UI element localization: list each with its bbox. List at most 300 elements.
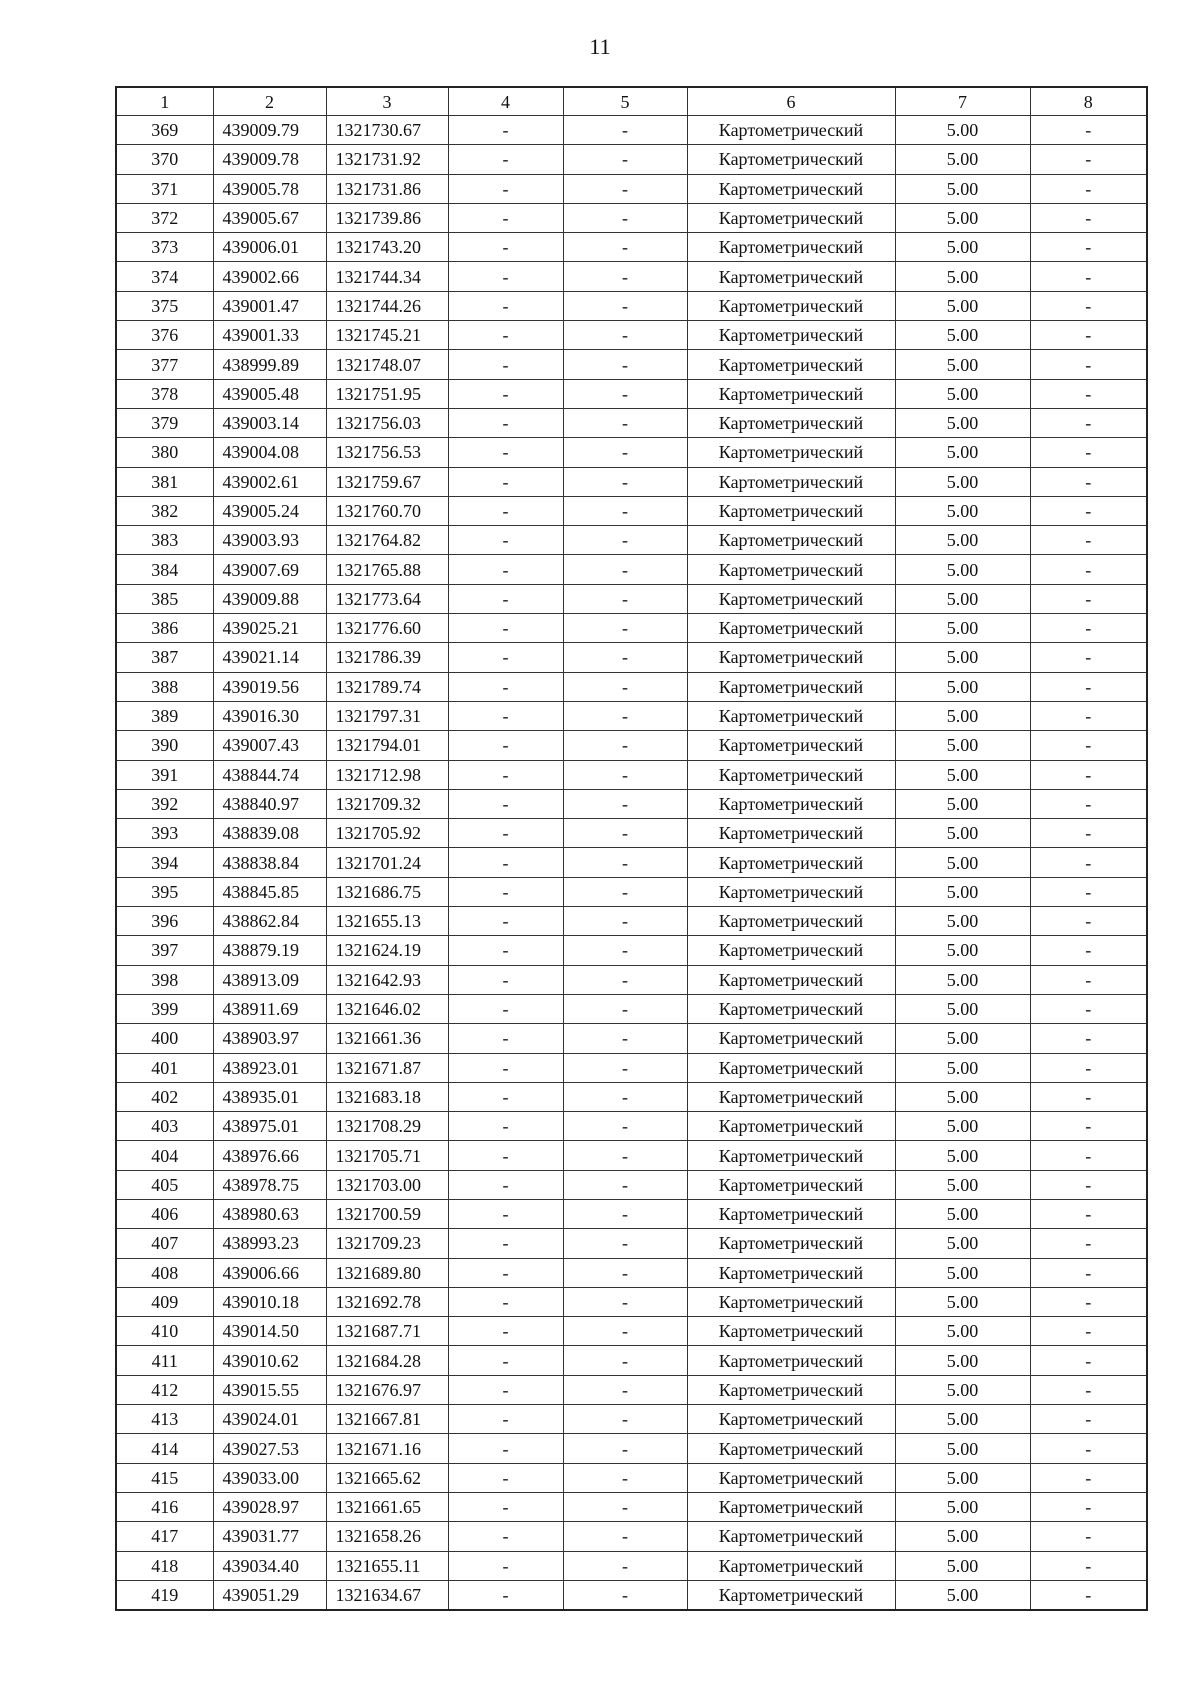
x-coordinate-cell: 438862.84 [213,907,326,936]
table-body [116,87,1147,1610]
y-coordinate-cell: 1321786.39 [326,643,448,672]
table-header-row [116,87,1147,116]
col4-cell: - [448,321,563,350]
col8-cell: - [1030,1141,1147,1170]
x-coordinate-cell: 439001.33 [213,321,326,350]
y-coordinate-cell: 1321642.93 [326,965,448,994]
col4-cell: - [448,1141,563,1170]
col8-cell: - [1030,1229,1147,1258]
method-cell: Картометрический [687,672,895,701]
col4-cell: - [448,1405,563,1434]
col8-cell: - [1030,1405,1147,1434]
point-number-cell: 393 [116,819,213,848]
x-coordinate-cell: 439031.77 [213,1522,326,1551]
y-coordinate-cell: 1321655.11 [326,1551,448,1580]
x-coordinate-cell: 438838.84 [213,848,326,877]
x-coordinate-cell: 438935.01 [213,1082,326,1111]
col4-cell: - [448,1492,563,1521]
table-row [116,936,1147,965]
col4-cell: - [448,203,563,232]
point-number-cell: 411 [116,1346,213,1375]
accuracy-cell: 5.00 [895,350,1030,379]
x-coordinate-cell: 438980.63 [213,1199,326,1228]
x-coordinate-cell: 439014.50 [213,1317,326,1346]
col4-cell: - [448,1258,563,1287]
col5-cell: - [563,994,687,1023]
point-number-cell: 378 [116,379,213,408]
col5-cell: - [563,1024,687,1053]
method-cell: Картометрический [687,1463,895,1492]
point-number-cell: 405 [116,1170,213,1199]
accuracy-cell: 5.00 [895,467,1030,496]
x-coordinate-cell: 439051.29 [213,1580,326,1610]
point-number-cell: 392 [116,789,213,818]
table-row [116,907,1147,936]
col8-cell: - [1030,291,1147,320]
col5-cell: - [563,1551,687,1580]
method-cell: Картометрический [687,1405,895,1434]
method-cell: Картометрический [687,467,895,496]
table-row [116,701,1147,730]
table-row [116,408,1147,437]
y-coordinate-cell: 1321689.80 [326,1258,448,1287]
accuracy-cell: 5.00 [895,1375,1030,1404]
col5-cell: - [563,1375,687,1404]
col5-cell: - [563,760,687,789]
col8-cell: - [1030,1375,1147,1404]
table-row [116,1229,1147,1258]
point-number-cell: 380 [116,438,213,467]
y-coordinate-cell: 1321789.74 [326,672,448,701]
col4-cell: - [448,936,563,965]
table-row [116,965,1147,994]
y-coordinate-cell: 1321683.18 [326,1082,448,1111]
method-cell: Картометрический [687,555,895,584]
accuracy-cell: 5.00 [895,907,1030,936]
col5-cell: - [563,145,687,174]
point-number-cell: 387 [116,643,213,672]
col4-cell: - [448,789,563,818]
method-cell: Картометрический [687,233,895,262]
col5-cell: - [563,1346,687,1375]
column-header: 8 [1030,87,1147,116]
col4-cell: - [448,1346,563,1375]
col5-cell: - [563,262,687,291]
col4-cell: - [448,848,563,877]
point-number-cell: 402 [116,1082,213,1111]
table-row [116,1024,1147,1053]
point-number-cell: 415 [116,1463,213,1492]
accuracy-cell: 5.00 [895,1346,1030,1375]
accuracy-cell: 5.00 [895,965,1030,994]
y-coordinate-cell: 1321687.71 [326,1317,448,1346]
table-row [116,1522,1147,1551]
col4-cell: - [448,701,563,730]
col8-cell: - [1030,1463,1147,1492]
method-cell: Картометрический [687,701,895,730]
method-cell: Картометрический [687,994,895,1023]
col8-cell: - [1030,321,1147,350]
col4-cell: - [448,1580,563,1610]
point-number-cell: 375 [116,291,213,320]
col4-cell: - [448,584,563,613]
column-header: 3 [326,87,448,116]
point-number-cell: 407 [116,1229,213,1258]
table-row [116,643,1147,672]
col8-cell: - [1030,1112,1147,1141]
accuracy-cell: 5.00 [895,1492,1030,1521]
table-row [116,1170,1147,1199]
point-number-cell: 401 [116,1053,213,1082]
col5-cell: - [563,1492,687,1521]
col5-cell: - [563,877,687,906]
accuracy-cell: 5.00 [895,819,1030,848]
point-number-cell: 398 [116,965,213,994]
col8-cell: - [1030,262,1147,291]
col8-cell: - [1030,643,1147,672]
point-number-cell: 408 [116,1258,213,1287]
col5-cell: - [563,555,687,584]
method-cell: Картометрический [687,1229,895,1258]
x-coordinate-cell: 439006.01 [213,233,326,262]
point-number-cell: 391 [116,760,213,789]
point-number-cell: 369 [116,116,213,145]
table-row [116,1082,1147,1111]
accuracy-cell: 5.00 [895,994,1030,1023]
method-cell: Картометрический [687,614,895,643]
col8-cell: - [1030,233,1147,262]
method-cell: Картометрический [687,321,895,350]
method-cell: Картометрический [687,1434,895,1463]
col5-cell: - [563,1405,687,1434]
col4-cell: - [448,1463,563,1492]
col8-cell: - [1030,467,1147,496]
col4-cell: - [448,291,563,320]
accuracy-cell: 5.00 [895,262,1030,291]
x-coordinate-cell: 438839.08 [213,819,326,848]
col8-cell: - [1030,994,1147,1023]
method-cell: Картометрический [687,291,895,320]
accuracy-cell: 5.00 [895,877,1030,906]
x-coordinate-cell: 439004.08 [213,438,326,467]
table-row [116,174,1147,203]
point-number-cell: 370 [116,145,213,174]
col4-cell: - [448,1199,563,1228]
table-row [116,262,1147,291]
point-number-cell: 406 [116,1199,213,1228]
y-coordinate-cell: 1321684.28 [326,1346,448,1375]
point-number-cell: 414 [116,1434,213,1463]
col4-cell: - [448,672,563,701]
point-number-cell: 390 [116,731,213,760]
y-coordinate-cell: 1321794.01 [326,731,448,760]
method-cell: Картометрический [687,350,895,379]
col5-cell: - [563,584,687,613]
col8-cell: - [1030,1082,1147,1111]
col4-cell: - [448,350,563,379]
col5-cell: - [563,643,687,672]
x-coordinate-cell: 439033.00 [213,1463,326,1492]
col8-cell: - [1030,438,1147,467]
col4-cell: - [448,965,563,994]
col4-cell: - [448,1229,563,1258]
table-row [116,877,1147,906]
accuracy-cell: 5.00 [895,408,1030,437]
x-coordinate-cell: 438911.69 [213,994,326,1023]
method-cell: Картометрический [687,965,895,994]
col8-cell: - [1030,731,1147,760]
col8-cell: - [1030,1551,1147,1580]
y-coordinate-cell: 1321756.53 [326,438,448,467]
table-row [116,233,1147,262]
x-coordinate-cell: 439006.66 [213,1258,326,1287]
x-coordinate-cell: 439010.18 [213,1287,326,1316]
y-coordinate-cell: 1321744.34 [326,262,448,291]
accuracy-cell: 5.00 [895,1287,1030,1316]
y-coordinate-cell: 1321655.13 [326,907,448,936]
col5-cell: - [563,819,687,848]
y-coordinate-cell: 1321624.19 [326,936,448,965]
col5-cell: - [563,467,687,496]
x-coordinate-cell: 438975.01 [213,1112,326,1141]
x-coordinate-cell: 438840.97 [213,789,326,818]
y-coordinate-cell: 1321743.20 [326,233,448,262]
col8-cell: - [1030,1346,1147,1375]
table-row [116,1551,1147,1580]
x-coordinate-cell: 438923.01 [213,1053,326,1082]
col4-cell: - [448,174,563,203]
col4-cell: - [448,731,563,760]
x-coordinate-cell: 439001.47 [213,291,326,320]
col8-cell: - [1030,379,1147,408]
col5-cell: - [563,789,687,818]
col8-cell: - [1030,1522,1147,1551]
point-number-cell: 388 [116,672,213,701]
col8-cell: - [1030,1199,1147,1228]
table-row [116,584,1147,613]
col8-cell: - [1030,1024,1147,1053]
accuracy-cell: 5.00 [895,526,1030,555]
col5-cell: - [563,672,687,701]
accuracy-cell: 5.00 [895,672,1030,701]
col5-cell: - [563,1199,687,1228]
y-coordinate-cell: 1321705.71 [326,1141,448,1170]
method-cell: Картометрический [687,1317,895,1346]
accuracy-cell: 5.00 [895,203,1030,232]
method-cell: Картометрический [687,379,895,408]
col8-cell: - [1030,526,1147,555]
method-cell: Картометрический [687,731,895,760]
col5-cell: - [563,408,687,437]
point-number-cell: 386 [116,614,213,643]
col5-cell: - [563,1434,687,1463]
point-number-cell: 384 [116,555,213,584]
accuracy-cell: 5.00 [895,1229,1030,1258]
y-coordinate-cell: 1321700.59 [326,1199,448,1228]
method-cell: Картометрический [687,1141,895,1170]
col4-cell: - [448,1551,563,1580]
point-number-cell: 417 [116,1522,213,1551]
x-coordinate-cell: 439003.14 [213,408,326,437]
col8-cell: - [1030,614,1147,643]
accuracy-cell: 5.00 [895,789,1030,818]
col8-cell: - [1030,672,1147,701]
col4-cell: - [448,1287,563,1316]
x-coordinate-cell: 438845.85 [213,877,326,906]
accuracy-cell: 5.00 [895,848,1030,877]
table-row [116,350,1147,379]
col5-cell: - [563,1170,687,1199]
y-coordinate-cell: 1321665.62 [326,1463,448,1492]
accuracy-cell: 5.00 [895,291,1030,320]
x-coordinate-cell: 438999.89 [213,350,326,379]
col8-cell: - [1030,116,1147,145]
table-row [116,1463,1147,1492]
point-number-cell: 418 [116,1551,213,1580]
page-number: 11 [589,34,611,59]
col4-cell: - [448,1317,563,1346]
method-cell: Картометрический [687,496,895,525]
col5-cell: - [563,203,687,232]
method-cell: Картометрический [687,907,895,936]
col8-cell: - [1030,789,1147,818]
table-row [116,1112,1147,1141]
accuracy-cell: 5.00 [895,1082,1030,1111]
y-coordinate-cell: 1321671.16 [326,1434,448,1463]
y-coordinate-cell: 1321701.24 [326,848,448,877]
method-cell: Картометрический [687,1492,895,1521]
y-coordinate-cell: 1321661.65 [326,1492,448,1521]
point-number-cell: 379 [116,408,213,437]
x-coordinate-cell: 438844.74 [213,760,326,789]
x-coordinate-cell: 439009.88 [213,584,326,613]
x-coordinate-cell: 439007.69 [213,555,326,584]
accuracy-cell: 5.00 [895,1522,1030,1551]
table-row [116,203,1147,232]
point-number-cell: 395 [116,877,213,906]
x-coordinate-cell: 439003.93 [213,526,326,555]
col5-cell: - [563,1287,687,1316]
y-coordinate-cell: 1321708.29 [326,1112,448,1141]
col8-cell: - [1030,1053,1147,1082]
y-coordinate-cell: 1321731.92 [326,145,448,174]
table-row [116,1258,1147,1287]
point-number-cell: 404 [116,1141,213,1170]
point-number-cell: 413 [116,1405,213,1434]
col8-cell: - [1030,496,1147,525]
point-number-cell: 397 [116,936,213,965]
x-coordinate-cell: 439005.24 [213,496,326,525]
table-row [116,145,1147,174]
col8-cell: - [1030,848,1147,877]
method-cell: Картометрический [687,584,895,613]
column-header: 5 [563,87,687,116]
col5-cell: - [563,174,687,203]
x-coordinate-cell: 439027.53 [213,1434,326,1463]
y-coordinate-cell: 1321705.92 [326,819,448,848]
col4-cell: - [448,1434,563,1463]
point-number-cell: 389 [116,701,213,730]
y-coordinate-cell: 1321773.64 [326,584,448,613]
y-coordinate-cell: 1321676.97 [326,1375,448,1404]
col4-cell: - [448,819,563,848]
method-cell: Картометрический [687,1551,895,1580]
point-number-cell: 385 [116,584,213,613]
col5-cell: - [563,701,687,730]
accuracy-cell: 5.00 [895,379,1030,408]
col8-cell: - [1030,174,1147,203]
col8-cell: - [1030,1287,1147,1316]
accuracy-cell: 5.00 [895,1112,1030,1141]
col5-cell: - [563,907,687,936]
x-coordinate-cell: 438993.23 [213,1229,326,1258]
point-number-cell: 400 [116,1024,213,1053]
accuracy-cell: 5.00 [895,584,1030,613]
y-coordinate-cell: 1321745.21 [326,321,448,350]
col8-cell: - [1030,1580,1147,1610]
y-coordinate-cell: 1321709.32 [326,789,448,818]
col4-cell: - [448,526,563,555]
y-coordinate-cell: 1321776.60 [326,614,448,643]
method-cell: Картометрический [687,1053,895,1082]
table-row [116,1492,1147,1521]
accuracy-cell: 5.00 [895,555,1030,584]
point-number-cell: 373 [116,233,213,262]
table-row [116,555,1147,584]
accuracy-cell: 5.00 [895,145,1030,174]
table-row [116,526,1147,555]
x-coordinate-cell: 439024.01 [213,1405,326,1434]
col5-cell: - [563,350,687,379]
y-coordinate-cell: 1321646.02 [326,994,448,1023]
method-cell: Картометрический [687,408,895,437]
y-coordinate-cell: 1321751.95 [326,379,448,408]
col8-cell: - [1030,965,1147,994]
col8-cell: - [1030,701,1147,730]
accuracy-cell: 5.00 [895,731,1030,760]
method-cell: Картометрический [687,145,895,174]
method-cell: Картометрический [687,1522,895,1551]
col4-cell: - [448,1024,563,1053]
col5-cell: - [563,321,687,350]
col8-cell: - [1030,1258,1147,1287]
point-number-cell: 377 [116,350,213,379]
point-number-cell: 416 [116,1492,213,1521]
col5-cell: - [563,936,687,965]
y-coordinate-cell: 1321692.78 [326,1287,448,1316]
accuracy-cell: 5.00 [895,174,1030,203]
point-number-cell: 399 [116,994,213,1023]
table-row [116,496,1147,525]
col4-cell: - [448,1170,563,1199]
x-coordinate-cell: 439009.78 [213,145,326,174]
column-header: 4 [448,87,563,116]
col5-cell: - [563,848,687,877]
accuracy-cell: 5.00 [895,1170,1030,1199]
accuracy-cell: 5.00 [895,701,1030,730]
y-coordinate-cell: 1321731.86 [326,174,448,203]
y-coordinate-cell: 1321739.86 [326,203,448,232]
table-row [116,116,1147,145]
x-coordinate-cell: 439021.14 [213,643,326,672]
col5-cell: - [563,614,687,643]
y-coordinate-cell: 1321744.26 [326,291,448,320]
table-row [116,614,1147,643]
accuracy-cell: 5.00 [895,116,1030,145]
col4-cell: - [448,1522,563,1551]
table-row [116,1375,1147,1404]
col4-cell: - [448,233,563,262]
